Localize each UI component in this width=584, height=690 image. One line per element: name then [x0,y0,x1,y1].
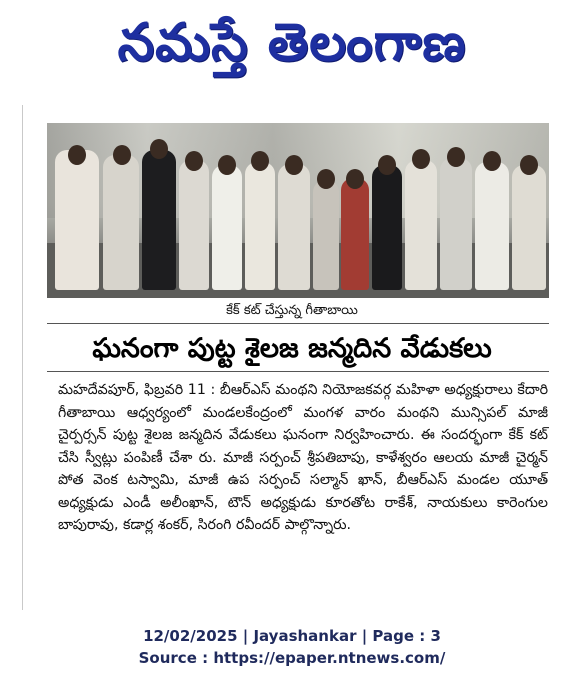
photo-person [142,150,176,290]
photo-head [483,151,501,171]
photo-person [512,165,546,290]
footer-date-line: 12/02/2025 | Jayashankar | Page : 3 [143,627,441,645]
photo-person [103,155,139,290]
photo-head [447,147,465,167]
photo-caption: కేక్ కట్ చేస్తున్న గీతాబాయి [226,303,358,318]
photo-person [55,150,99,290]
photo-person [212,165,242,290]
article-body: మహదేవపూర్, ఫిబ్రవరి 11 : బీఆర్ఎస్ మంథని నియోజకవర్గ మహిళా అధ్యక్షురాలు కేదారి గీతాబాయి ఆధ్వర్యంలో మండలకేంద్రంలో మంగళ వారం మంథని మున్సిపల్ మాజీ చైర్పర్సన్ పుట్ట శైలజ జన్మదిన వేడుకలు ఘనంగా నిర్వహించారు. ఈ సందర్భంగా కేక్ కట్ చేసి స్వీట్లు పంపిణీ చేశా రు. మాజీ సర్పంచ్ శ్రీపతిబాపు, కాళేశ్వరం ఆలయ మాజీ చైర్మన్ పోత వెంక టస్వామి, మాజీ ఉప సర్పంచ్ సల్మాన్ ఖాన్, బీఆర్ఎస్ మండల యూత్ అధ్యక్షుడు ఎండీ అలీంఖాన్, టౌన్ అధ్యక్షుడు కూరతోట రాకేశ్, నాయకులు కారెంగుల బాపురావు, కడార్ల శంకర్, సిరంగి రవీందర్ పాల్గొన్నారు. [58,382,548,533]
news-clipping [0,105,584,610]
photo-head [285,155,303,175]
photo-person [179,160,209,290]
photo-person [475,162,509,290]
masthead [0,0,584,90]
divider [47,371,549,372]
photo-head [150,139,168,159]
article-headline: ఘనంగా పుట్ట శైలజ జన్మదిన వేడుకలు [92,333,492,364]
photo-head [317,169,335,189]
photo-head [520,155,538,175]
news-photo [47,123,549,298]
photo-head [113,145,131,165]
photo-person [405,160,437,290]
photo-person [245,162,275,290]
photo-head [218,155,236,175]
next-article-cut-headline [58,602,548,612]
photo-person [440,158,472,290]
photo-head [412,149,430,169]
photo-person [313,180,339,290]
photo-head [185,151,203,171]
divider [47,323,549,324]
photo-person [372,165,402,290]
photo-head [68,145,86,165]
footer-source-line: Source : https://epaper.ntnews.com/ [138,649,446,667]
photo-head [346,169,364,189]
newspaper-logo: నమస్తే తెలంగాణ [117,13,467,73]
photo-head [251,151,269,171]
photo-person [278,164,310,290]
photo-head [378,155,396,175]
photo-person [341,178,369,290]
